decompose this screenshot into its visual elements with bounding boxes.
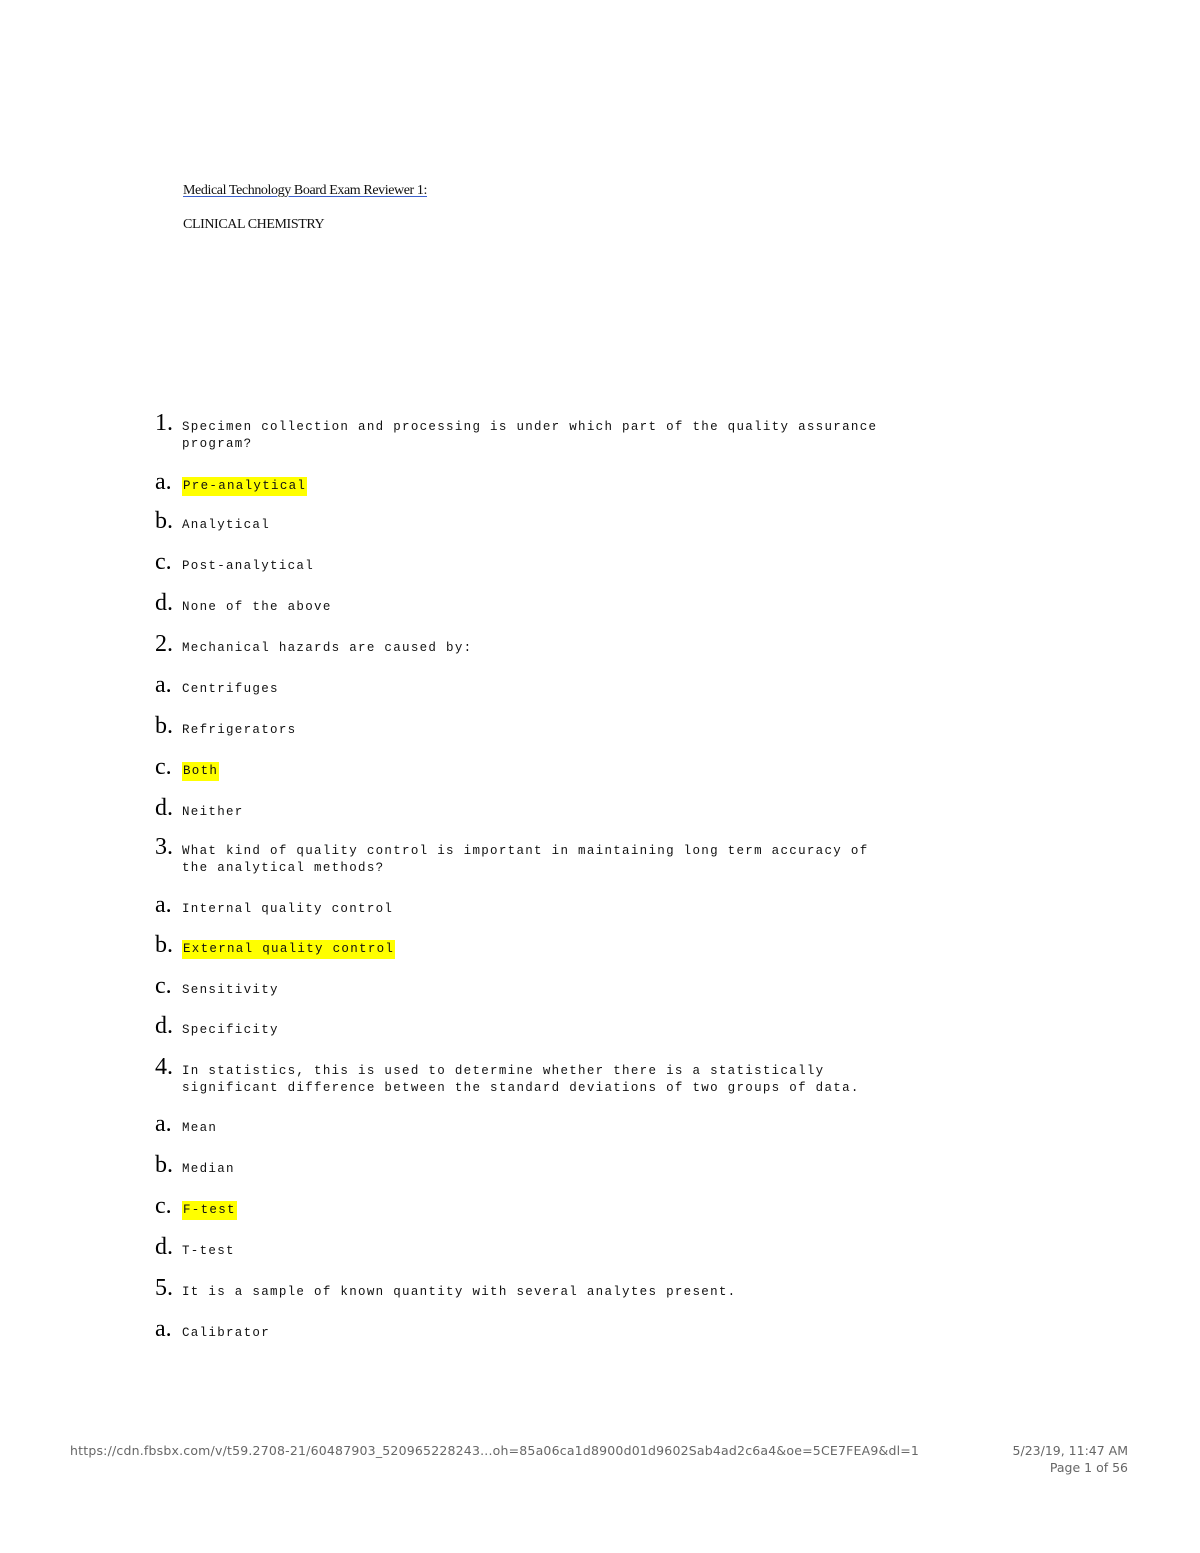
choice-4a	[155, 1112, 217, 1137]
question-number: 1.	[155, 410, 173, 436]
question-1	[155, 411, 902, 453]
choice-text: Calibrator	[182, 1326, 271, 1340]
choice-3d	[155, 1014, 279, 1039]
footer-source-url: https://cdn.fbsbx.com/v/t59.2708-21/60487903_520965228243...oh=85a06ca1d8900d01d9602Sab4ad2c6a4&oe=5CE7FEA9&dl=1	[70, 1443, 920, 1458]
choice-letter: c.	[155, 754, 172, 780]
question-5	[155, 1276, 902, 1301]
choice-text: T-test	[182, 1244, 235, 1258]
choice-text: Specificity	[182, 1023, 279, 1037]
choice-letter: d.	[155, 590, 173, 616]
question-text: Specimen collection and processing is under which part of the quality assurance program?	[182, 420, 887, 451]
choice-text: Post-analytical	[182, 559, 315, 573]
choice-text: Sensitivity	[182, 983, 279, 997]
choice-3c	[155, 974, 279, 999]
choice-4b	[155, 1153, 235, 1178]
choice-letter: a.	[155, 672, 172, 698]
question-number: 4.	[155, 1054, 173, 1080]
document-subtitle: CLINICAL CHEMISTRY	[183, 217, 325, 232]
choice-text: Internal quality control	[182, 902, 394, 916]
choice-1c	[155, 550, 314, 575]
choice-text: Neither	[182, 805, 244, 819]
question-number: 2.	[155, 631, 173, 657]
question-text: What kind of quality control is important in maintaining long term accuracy of the analytical methods?	[182, 844, 878, 875]
choice-2c	[155, 755, 219, 781]
choice-text: Centrifuges	[182, 682, 279, 696]
choice-letter: c.	[155, 549, 172, 575]
choice-text: Median	[182, 1162, 235, 1176]
document-title[interactable]: Medical Technology Board Exam Reviewer 1:	[183, 183, 428, 198]
choice-letter: b.	[155, 932, 173, 958]
choice-2a	[155, 673, 279, 698]
choice-4c	[155, 1194, 237, 1220]
question-text: It is a sample of known quantity with several analytes present.	[182, 1285, 737, 1299]
footer-datetime: 5/23/19, 11:47 AM	[1012, 1443, 1128, 1458]
question-text: In statistics, this is used to determine whether there is a statistically significant difference between the standard deviations of two groups of data.	[182, 1064, 860, 1095]
choice-text: Mean	[182, 1121, 218, 1135]
question-3	[155, 835, 902, 877]
footer-page-number: Page 1 of 56	[1049, 1460, 1128, 1475]
choice-letter: d.	[155, 795, 173, 821]
choice-text: Refrigerators	[182, 723, 297, 737]
choice-letter: d.	[155, 1234, 173, 1260]
question-4	[155, 1055, 902, 1097]
question-text: Mechanical hazards are caused by:	[182, 641, 473, 655]
choice-text-highlighted: Pre-analytical	[182, 477, 307, 496]
choice-letter: d.	[155, 1013, 173, 1039]
choice-letter: c.	[155, 973, 172, 999]
choice-letter: c.	[155, 1193, 172, 1219]
choice-text: None of the above	[182, 600, 332, 614]
choice-1b	[155, 509, 270, 534]
choice-letter: a.	[155, 469, 172, 495]
choice-letter: a.	[155, 892, 172, 918]
choice-text: Analytical	[182, 518, 271, 532]
choice-letter: b.	[155, 1152, 173, 1178]
choice-text-highlighted: External quality control	[182, 940, 395, 959]
choice-letter: b.	[155, 508, 173, 534]
choice-letter: a.	[155, 1316, 172, 1342]
choice-text-highlighted: F-test	[182, 1201, 237, 1220]
choice-5a	[155, 1317, 270, 1342]
choice-2d	[155, 796, 244, 821]
question-2	[155, 632, 902, 657]
choice-1d	[155, 591, 332, 616]
choice-text-highlighted: Both	[182, 762, 219, 781]
question-number: 5.	[155, 1275, 173, 1301]
question-number: 3.	[155, 834, 173, 860]
choice-3a	[155, 893, 393, 918]
choice-letter: b.	[155, 713, 173, 739]
choice-1a	[155, 470, 307, 496]
choice-3b	[155, 933, 395, 959]
choice-2b	[155, 714, 296, 739]
choice-letter: a.	[155, 1111, 172, 1137]
choice-4d	[155, 1235, 235, 1260]
